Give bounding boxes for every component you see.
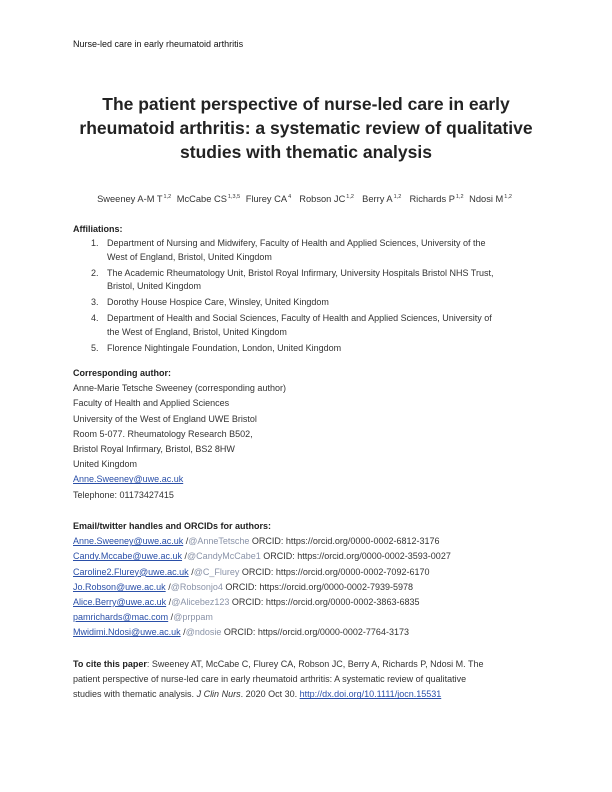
- address-line: University of the West of England UWE Bristol: [73, 413, 257, 424]
- title-line: rheumatoid arthritis: a systematic review of qualitative: [79, 118, 533, 138]
- separator: /: [165, 581, 171, 592]
- author-affiliation-marker: 1,2: [163, 193, 172, 200]
- orcid: ORCID: https://orcid.org/0000-0002-7092-6170: [239, 566, 430, 577]
- author-list: [60, 194, 552, 204]
- orcid: ORCID: https://orcid.org/0000-0002-6812-3176: [249, 536, 440, 547]
- twitter-handle: @AnneTetsche: [188, 536, 250, 547]
- author-email-link[interactable]: Jo.Robson@uwe.ac.uk: [73, 581, 166, 592]
- title-line: The patient perspective of nurse-led care in early: [102, 94, 510, 114]
- affiliation-item: [73, 342, 543, 356]
- affiliation-number: 3.: [91, 297, 99, 308]
- contact-row: [73, 549, 543, 564]
- separator: /: [168, 612, 174, 623]
- twitter-handle: @Alicebez123: [171, 597, 230, 608]
- address-line: Bristol Royal Infirmary, Bristol, BS2 8HW: [73, 444, 235, 455]
- title-line: studies with thematic analysis: [180, 142, 432, 162]
- affiliation-text: Dorothy House Hospice Care, Winsley, United Kingdom: [107, 297, 329, 308]
- citation-text: . 2020 Oct 30.: [240, 689, 300, 700]
- author-email-link[interactable]: pamrichards@mac.com: [73, 612, 169, 623]
- running-head: Nurse-led care in early rheumatoid arthritis: [73, 39, 244, 49]
- contact-row: [73, 610, 543, 625]
- affiliation-text: the West of England, Bristol, United Kingdom: [107, 326, 287, 337]
- corresponding-author-heading: Corresponding author:: [73, 368, 171, 378]
- separator: /: [166, 597, 172, 608]
- contact-row: [73, 595, 543, 610]
- citation-text: patient perspective of nurse-led care in early rheumatoid arthritis: A systematic review of qualitative: [73, 674, 467, 685]
- affiliation-text: The Academic Rheumatology Unit, Bristol Royal Infirmary, University Hospitals Bristol NHS Trust,: [107, 267, 494, 278]
- orcid: ORCID: https//orcid.org/0000-0002-7764-3173: [221, 627, 409, 638]
- affiliation-number: 2.: [91, 267, 99, 278]
- address-line: Room 5-077. Rheumatology Research B502,: [73, 428, 253, 439]
- doi-link[interactable]: http://dx.doi.org/10.1111/jocn.15531: [299, 689, 442, 700]
- affiliation-text: Bristol, United Kingdom: [107, 281, 202, 292]
- author-email-link[interactable]: Mwidimi.Ndosi@uwe.ac.uk: [73, 627, 181, 638]
- citation-label: To cite this paper: [73, 659, 147, 669]
- affiliation-item: [73, 237, 543, 264]
- affiliation-number: 4.: [91, 313, 99, 324]
- corresponding-email-link[interactable]: Anne.Sweeney@uwe.ac.uk: [73, 474, 184, 485]
- citation-text: studies with thematic analysis.: [73, 689, 197, 700]
- author-email-link[interactable]: Alice.Berry@uwe.ac.uk: [73, 597, 167, 608]
- author-name: Ndosi M: [469, 194, 504, 204]
- author-affiliation-marker: 1,2: [346, 193, 354, 200]
- author-email-link[interactable]: Caroline2.Flurey@uwe.ac.uk: [73, 566, 189, 577]
- journal-name: J Clin Nurs: [196, 689, 241, 700]
- affiliations-section: [73, 222, 543, 358]
- paper-title: [60, 92, 552, 164]
- affiliation-text: West of England, Bristol, United Kingdom: [107, 251, 272, 262]
- affiliations-heading: Affiliations:: [73, 224, 123, 234]
- author-affiliation-marker: 4: [288, 193, 292, 200]
- author-name: Sweeney A-M T: [97, 194, 163, 204]
- orcid: ORCID: https://orcid.org/0000-0002-7939-5978: [222, 581, 413, 592]
- twitter-handle: @ndosie: [185, 627, 222, 638]
- separator: /: [188, 566, 194, 577]
- author-affiliation-marker: 1,2: [504, 193, 512, 200]
- citation-section: [73, 657, 543, 703]
- affiliation-item: [73, 296, 543, 310]
- separator: /: [182, 551, 188, 562]
- contact-row: [73, 580, 543, 595]
- address-line: Anne-Marie Tetsche Sweeney (corresponding author): [73, 383, 286, 394]
- author-name: Flurey CA: [245, 194, 288, 204]
- affiliation-item: [73, 312, 543, 339]
- affiliation-text: Florence Nightingale Foundation, London, United Kingdom: [107, 342, 342, 353]
- twitter-handle: @C_Flurey: [193, 566, 240, 577]
- orcid: ORCID: https://orcid.org/0000-0002-3863-6835: [229, 597, 420, 608]
- corresponding-author-section: [73, 366, 543, 503]
- contact-row: [73, 625, 543, 640]
- affiliations-list: [73, 237, 543, 355]
- author-email-link[interactable]: Candy.Mccabe@uwe.ac.uk: [73, 551, 183, 562]
- contact-row: [73, 534, 543, 549]
- author-name: Berry A: [362, 194, 393, 204]
- author-name: Richards P: [409, 194, 455, 204]
- address-line: United Kingdom: [73, 459, 138, 470]
- author-affiliation-marker: 1,2: [393, 193, 402, 200]
- affiliation-text: Department of Nursing and Midwifery, Faculty of Health and Applied Sciences, University of the: [107, 238, 486, 249]
- contact-row: [73, 565, 543, 580]
- affiliation-number: 1.: [91, 238, 99, 249]
- separator: /: [180, 627, 186, 638]
- author-name: McCabe CS: [176, 194, 227, 204]
- citation-text: : Sweeney AT, McCabe C, Flurey CA, Robson JC, Berry A, Richards P, Ndosi M. The: [146, 659, 484, 669]
- contacts-heading: Email/twitter handles and ORCIDs for authors:: [73, 521, 272, 531]
- author-affiliation-marker: 1,2: [455, 193, 464, 200]
- address-line: Faculty of Health and Applied Sciences: [73, 398, 230, 409]
- separator: /: [183, 536, 189, 547]
- twitter-handle: @prppam: [173, 612, 213, 623]
- affiliation-text: Department of Health and Social Sciences, Faculty of Health and Applied Sciences, University of: [107, 313, 492, 324]
- twitter-handle: @Robsonjo4: [170, 581, 223, 592]
- orcid: ORCID: https://orcid.org/0000-0002-3593-0027: [260, 551, 451, 562]
- affiliation-item: [73, 267, 543, 294]
- affiliation-number: 5.: [91, 342, 99, 353]
- contacts-section: [73, 519, 543, 641]
- twitter-handle: @CandyMcCabe1: [187, 551, 261, 562]
- author-email-link[interactable]: Anne.Sweeney@uwe.ac.uk: [73, 536, 184, 547]
- telephone: Telephone: 01173427415: [73, 489, 174, 500]
- author-affiliation-marker: 1,3,5: [227, 193, 241, 200]
- author-name: Robson JC: [299, 194, 346, 204]
